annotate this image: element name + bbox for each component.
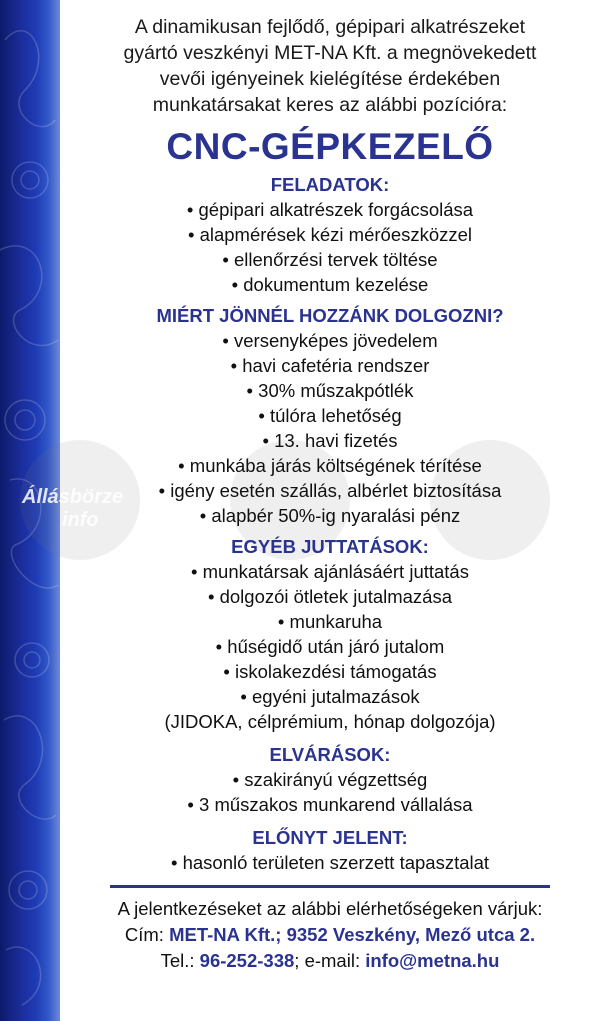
list-item: • ellenőrzési tervek töltése [60,247,600,272]
address-label: Cím: [124,924,164,945]
section-advantage [60,825,600,875]
phone-value[interactable]: 96-252-338 [199,950,295,971]
address-value: MET-NA Kft.; 9352 Veszkény, Mező utca 2. [169,924,536,945]
list-item: • alapmérések kézi mérőeszközzel [60,222,600,247]
watermark-text: Állásbörze info [22,486,124,531]
list-item: • versenyképes jövedelem [60,328,600,353]
list-item: • alapbér 50%-ig nyaralási pénz [60,503,600,528]
section-requirements [60,742,600,817]
section-tasks [60,172,600,297]
list-item: • egyéni jutalmazások [60,684,600,709]
intro-line: vevői igényeinek kielégítése érdekében [159,68,501,90]
position-title: CNC-GÉPKEZELŐ [166,126,494,167]
email-label: ; e-mail: [294,950,361,971]
email-value[interactable]: info@metna.hu [365,950,500,971]
list-item: • munkatársak ajánlásáért juttatás [60,559,600,584]
benefits-note: (JIDOKA, célprémium, hónap dolgozója) [164,711,496,732]
list-item: • havi cafetéria rendszer [60,353,600,378]
intro-line: gyártó veszkényi MET-NA Kft. a megnövekedett [123,42,537,64]
contact-block [60,896,600,974]
list-item: • dokumentum kezelése [60,272,600,297]
list-item: • gépipari alkatrészek forgácsolása [60,197,600,222]
list-item: • munkába járás költségének térítése [60,453,600,478]
contact-intro: A jelentkezéseket az alábbi elérhetőségeken várjuk: [117,898,543,919]
list-item: • dolgozói ötletek jutalmazása [60,584,600,609]
intro-text [70,14,590,118]
section-heading: MIÉRT JÖNNÉL HOZZÁNK DOLGOZNI? [156,305,504,326]
section-heading: FELADATOK: [270,174,390,195]
list-item: • 13. havi fizetés [60,428,600,453]
section-why-us [60,303,600,528]
list-item: • munkaruha [60,609,600,634]
contact-phone-email [60,948,600,974]
phone-label: Tel.: [160,950,195,971]
section-heading: EGYÉB JUTTATÁSOK: [231,536,429,557]
list-item: • szakirányú végzettség [60,767,600,792]
intro-line: munkatársakat keres az alábbi pozícióra: [152,94,508,116]
list-item: • hasonló területen szerzett tapasztalat [60,850,600,875]
divider [110,885,550,888]
list-item: • hűségidő után járó jutalom [60,634,600,659]
section-other-benefits [60,534,600,734]
job-ad [60,0,600,1021]
list-item: • 30% műszakpótlék [60,378,600,403]
list-item: • 3 műszakos munkarend vállalása [60,792,600,817]
intro-line: A dinamikusan fejlődő, gépipari alkatrészeket [134,16,526,38]
contact-address [60,922,600,948]
list-item: • túlóra lehetőség [60,403,600,428]
list-item: • igény esetén szállás, albérlet biztosítása [60,478,600,503]
list-item: • iskolakezdési támogatás [60,659,600,684]
section-heading: ELŐNYT JELENT: [252,827,408,848]
section-heading: ELVÁRÁSOK: [269,744,391,765]
